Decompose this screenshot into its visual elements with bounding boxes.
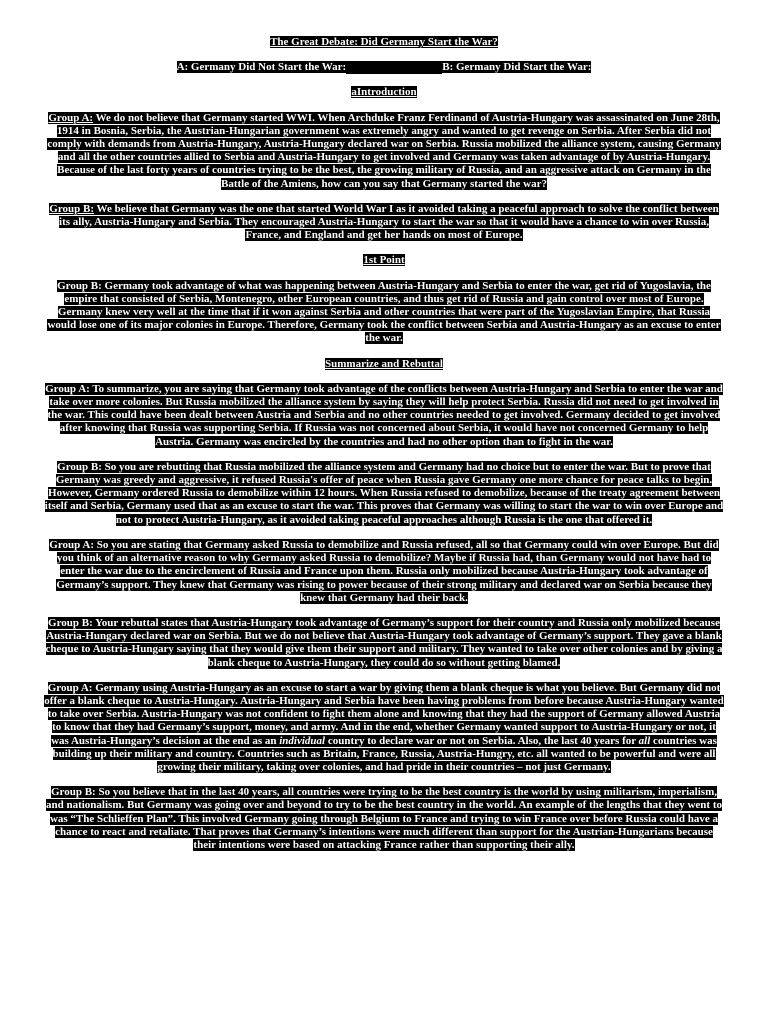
first-point-group-b-text: Group B: Germany took advantage of what was happening between Austria-Hungary and Serbia to enter the war, get rid of Yugoslavia, the empire that consisted of Serbia, Montenegro, other European countries, and thus get rid of Russia and gain control over most of Europe. Germany knew very well at the time that if it won against Serbia and other countries that were part of the Yugoslavian Empire, that Russia would lose one of its major colonies in Europe. Therefore, Germany took the conflict between Serbia and Austria-Hungary as an excuse to enter the war.: [47, 279, 721, 345]
document-title: The Great Debate: Did Germany Start the War?: [270, 36, 498, 48]
rebuttal-p5-text-c: countries was building up their military and country. Countries such as Britain, France, Russia, Austria-Hungry, etc. all wanted to be powerful and were all growing their military, taking over colonies, and had pride in their countries – not just Germany.: [52, 734, 717, 773]
rebuttal-p5-text-b: country to declare war or not on Serbia. Also, the last 40 years for: [325, 734, 639, 747]
first-point-heading: 1st Point: [363, 254, 405, 267]
group-b-label: Group B:: [49, 202, 94, 215]
rebuttal-p6-text: Group B: So you believe that in the last 40 years, all countries were trying to be the best country is the world by using militarism, imperialism, and nationalism. But Germany was going over and beyond to try to be the best country in the world. An example of the lengths that they went to was “The Schlieffen Plan”. This involved Germany going through Belgium to France and trying to win France over before Russia could have a chance to react and retaliate. That proves that Germany’s intentions were much different than support for the Austrian-Hungarians because their intentions were based on attacking France rather than supporting their ally.: [45, 786, 722, 851]
intro-group-a: [44, 112, 724, 191]
summarize-heading: Summarize and Rebuttal: [325, 357, 443, 370]
redaction-bar: [346, 61, 442, 74]
summarize-heading-line: [44, 358, 724, 371]
document-page: [44, 36, 724, 864]
side-a-label: A: Germany Did Not Start the War:: [176, 61, 347, 74]
group-a-label: Group A:: [48, 111, 94, 124]
intro-group-b: [44, 203, 724, 243]
sides-line: [44, 61, 724, 74]
intro-group-a-text: We do not believe that Germany started WWI. When Archduke Franz Ferdinand of Austria-Hungary was assassinated on June 28th, 1914 in Bosnia, Serbia, the Austrian-Hungarian government was extremely angry and wanted to get revenge on Serbia. After Serbia did not comply with demands from Austria-Hungary, Austria-Hungary declared war on Serbia. Russia mobilized the alliance system, causing Germany and all the other countries allied to Serbia and Austria-Hungary to get involved and Germany was taken advantage of by Austria-Hungary. Because of the last forty years of countries trying to be the best, the growing military of Russia, and an aggressive attack on Germany in the Battle of the Amiens, how can you say that Germany started the war?: [47, 111, 721, 190]
rebuttal-p4-text: Group B: Your rebuttal states that Austria-Hungary took advantage of Germany’s support for their country and Russia only mobilized because Austria-Hungary declared war on Serbia. But we do not believe that Austria-Hungary took advantage of Germany’s support. They gave a blank cheque to Austria-Hungary saying that they would give them their support and military. They wanted to take over other colonies and by giving a blank cheque to Austria-Hungary, they could do so without getting blamed.: [45, 616, 723, 669]
rebuttal-p3-text: Group A: So you are stating that Germany asked Russia to demobilize and Russia refused, all so that Germany could win over Europe. But did you think of an alternative reason to why Germany asked Russia to demobilize? Maybe if Russia had, than Germany would not have had to enter the war due to the encirclement of Russia and France upon them. Russia only mobilized because Austria-Hungary took advantage of Germany’s support. They knew that Germany was rising to power because of their strong military and declared war on Serbia because they knew that Germany had their back.: [49, 538, 719, 604]
first-point-heading-line: [44, 254, 724, 267]
rebuttal-paragraph-2: [44, 461, 724, 527]
rebuttal-p5-text-a: Group A: Germany using Austria-Hungary as an excuse to start a war by giving them a blank cheque is what you believe. But Germany did not offer a blank cheque to Austria-Hungary. Austria-Hungary and Serbia have been having problems from before because Austria-Hungary wanted to take over Serbia. Austria-Hungary was not confident to fight them alone and knowing that they had the support of Germany allowed Austria to know that they had Germany’s support, money, and army. And in the end, whether Germany wanted support to Austria-Hungary or not, it was Austria-Hungary’s decision at the end as an: [44, 681, 724, 747]
rebuttal-paragraph-3: [44, 539, 724, 605]
title-line: [44, 36, 724, 49]
rebuttal-p2-text: Group B: So you are rebutting that Russia mobilized the alliance system and Germany had no choice but to enter the war. But to prove that Germany was greedy and aggressive, it refused Russia's offer of peace when Russia gave Germany one more chance for peace talks to begin. However, Germany ordered Russia to demobilize within 12 hours. When Russia refused to demobilize, because of the treaty agreement between itself and Serbia, Germany used that as an excuse to start the war. This proves that Germany was willing to start the war to win over Europe and not to protect Austria-Hungary, as it avoided taking peaceful approaches although Russia is the one that offered it.: [44, 460, 724, 526]
rebuttal-p5-italic-individual: individual: [279, 734, 326, 747]
side-b-label: B: Germany Did Start the War:: [442, 61, 592, 74]
rebuttal-paragraph-5: [44, 682, 724, 774]
introduction-heading: aIntroduction: [351, 86, 417, 99]
introduction-heading-line: [44, 86, 724, 99]
rebuttal-paragraph-6: [44, 786, 724, 852]
rebuttal-paragraph-1: [44, 383, 724, 449]
first-point-group-b: [44, 280, 724, 346]
rebuttal-p1-text: Group A: To summarize, you are saying that Germany took advantage of the conflicts between Austria-Hungary and Serbia to enter the war and take over more colonies. But Russia mobilized the alliance system by saying they will help protect Serbia. Russia did not need to get involved in the war. This could have been dealt between Austria and Serbia and no other countries needed to get involved. Germany decided to get involved after knowing that Russia was supporting Serbia. If Russia was not concerned about Serbia, it would have not concerned Germany to help Austria. Germany was encircled by the countries and had no other option than to fight in the war.: [45, 382, 723, 448]
intro-group-b-text: We believe that Germany was the one that started World War I as it avoided taking a peaceful approach to solve the conflict between its ally, Austria-Hungary and Serbia. They encouraged Austria-Hungary to start the war so that it would have a chance to win over Russia, France, and England and get her hands on most of Europe.: [59, 202, 719, 242]
rebuttal-p5-italic-all: all: [638, 734, 651, 747]
rebuttal-paragraph-4: [44, 617, 724, 670]
